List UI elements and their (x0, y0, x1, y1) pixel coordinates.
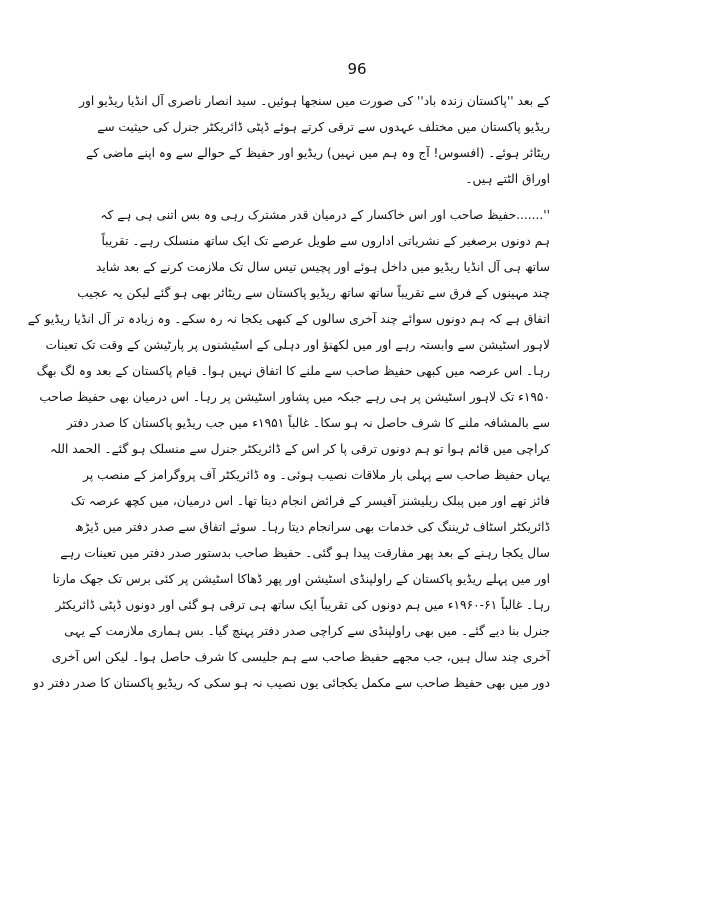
text-line: آخری چند سال ہیں، جب مجھے حفیظ صاحب سے ہم جلیسی کا شرف حاصل ہوا۔ لیکن اس آخری (51, 650, 550, 664)
text-line: ''.......حفیظ صاحب اور اس خاکسار کے درمیان قدر مشترک رہی وہ بس اتنی ہی ہے کہ (100, 208, 550, 222)
paragraph-gap (164, 192, 550, 202)
paragraph-quote (27, 202, 550, 696)
page-number: 96 (347, 60, 367, 78)
text-line: اتفاق ہے کہ ہم دونوں سوائے چند آخری سالوں کے کبھی یکجا نہ رہ سکے۔ وہ زیادہ تر آل انڈیا ریڈیو کے (27, 312, 550, 326)
text-line: فائز تھے اور میں پبلک ریلیشنز آفیسر کے فرائض انجام دیتا تھا۔ اس درمیان، میں کچھ عرصہ تک (70, 494, 550, 508)
text-line: یہاں حفیظ صاحب سے پہلی بار ملاقات نصیب ہوئی۔ وہ ڈائریکٹر آف پروگرامز کے منصب پر (83, 468, 550, 482)
text-line: چند مہینوں کے فرق سے تقریباً ساتھ ساتھ ریڈیو پاکستان سے ریٹائر بھی ہو گئے لیکن یہ عجیب (77, 286, 550, 300)
text-line: کے بعد ''پاکستان زندہ باد'' کی صورت میں سنجھا ہوئیں۔ سید انصار ناصری آل انڈیا ریڈیو اور (79, 94, 550, 108)
text-line: ہم دونوں برصغیر کے نشریاتی اداروں سے طویل عرصے تک ایک ساتھ منسلک رہے۔ تقریباً (101, 234, 550, 248)
text-line: اور میں پہلے ریڈیو پاکستان کے راولپنڈی اسٹیشن اور پھر ڈھاکا اسٹیشن پر کئی برس تک جھک مارتا (52, 572, 550, 586)
body-text (27, 88, 550, 696)
paragraph-intro (79, 88, 550, 192)
text-line: ڈائریکٹر اسٹاف ٹریننگ کی خدمات بھی سرانجام دیتا رہا۔ سوئے اتفاق سے صدر دفتر میں ڈیڑھ (75, 520, 550, 534)
text-line: ریٹائر ہوئے۔ (افسوس! آج وہ ہم میں نہیں) ریڈیو اور حفیظ کے حوالے سے وہ اپنے ماضی کے (85, 146, 550, 160)
text-line: اوراق الٹتے ہیں۔ (465, 172, 550, 186)
text-line: دور میں بھی حفیظ صاحب سے مکمل یکجائی یوں نصیب نہ ہو سکی کہ ریڈیو پاکستان کا صدر دفتر دو (33, 676, 550, 690)
text-line: رہا۔ غالباً ۶۱-۱۹۶۰ء میں ہم دونوں کی تقریباً ایک ساتھ ہی ترقی ہو گئی اور دونوں ڈپٹی ڈائریکٹر (55, 598, 550, 612)
text-line: کراچی میں قائم ہوا تو ہم دونوں ترقی پا کر اس کے ڈائریکٹر جنرل سے منسلک ہو گئے۔ الحمد اللہ (50, 442, 550, 456)
text-line: ساتھ ہی آل انڈیا ریڈیو میں داخل ہوئے اور پچیس تیس سال تک ملازمت کرنے کے بعد شاید (96, 260, 550, 274)
text-line: ۱۹۵۰ء تک لاہور اسٹیشن پر ہی رہے جبکہ میں پشاور اسٹیشن پر رہا۔ اس درمیان بھی حفیظ صاحب (39, 390, 550, 404)
text-line: رہا۔ اس عرصہ میں کبھی حفیظ صاحب سے ملنے کا اتفاق نہیں ہوا۔ قیام پاکستان کے بعد وہ لگ بھگ (36, 364, 550, 378)
text-line: ریڈیو پاکستان میں مختلف عہدوں سے ترقی کرتے ہوئے ڈپٹی ڈائریکٹر جنرل کی حیثیت سے (97, 120, 550, 134)
text-line: سال یکجا رہنے کے بعد پھر مفارقت پیدا ہو گئی۔ حفیظ صاحب بدستور صدر دفتر میں تعینات رہے (60, 546, 550, 560)
text-line: سے بالمشافہ ملنے کا شرف حاصل نہ ہو سکا۔ غالباً ۱۹۵۱ء میں جب ریڈیو پاکستان کا صدر دفتر (66, 416, 550, 430)
text-line: جنرل بنا دیے گئے۔ میں بھی راولپنڈی سے کراچی صدر دفتر پہنچ گیا۔ بس ہماری ملازمت کے یہی (64, 624, 550, 638)
text-line: لاہور اسٹیشن سے وابستہ رہے اور میں لکھنؤ اور دہلی کے اسٹیشنوں پر پارٹیشن کے وقت تک تعینات (45, 338, 550, 352)
